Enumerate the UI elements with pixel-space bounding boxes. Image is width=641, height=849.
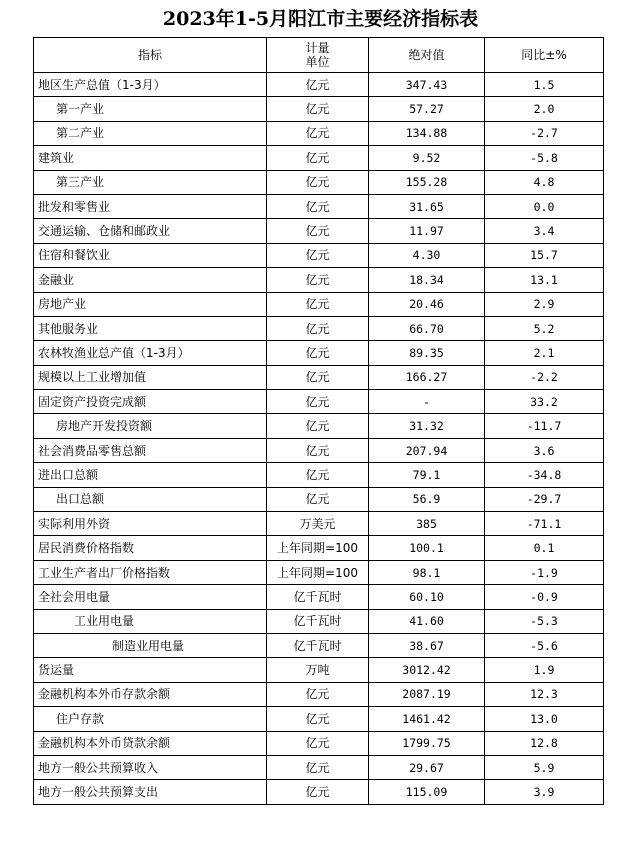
unit-cell: 亿元	[267, 463, 369, 487]
header-unit	[267, 38, 369, 73]
unit-cell: 万吨	[267, 658, 369, 682]
page-title: 2023年1-5月阳江市主要经济指标表	[162, 8, 479, 30]
indicator-name-cell: 货运量	[34, 658, 267, 682]
yoy-change-cell: 5.9	[485, 755, 604, 779]
unit-cell: 万美元	[267, 512, 369, 536]
yoy-change-cell: 1.5	[485, 73, 604, 97]
indicator-name-cell: 金融机构本外币贷款余额	[34, 731, 267, 755]
unit-cell: 亿元	[267, 414, 369, 438]
indicator-name-cell: 房地产业	[34, 292, 267, 316]
yoy-change-cell: -11.7	[485, 414, 604, 438]
unit-cell: 亿元	[267, 97, 369, 121]
unit-cell: 上年同期=100	[267, 560, 369, 584]
yoy-change-cell: -5.8	[485, 146, 604, 170]
indicator-name-cell: 出口总额	[34, 487, 267, 511]
table-row	[34, 316, 604, 340]
yoy-change-cell: -71.1	[485, 512, 604, 536]
absolute-value-cell: 134.88	[369, 121, 485, 145]
table-row	[34, 755, 604, 779]
yoy-change-cell: 12.8	[485, 731, 604, 755]
unit-cell: 亿元	[267, 219, 369, 243]
indicator-name-cell: 全社会用电量	[34, 585, 267, 609]
absolute-value-cell: 89.35	[369, 341, 485, 365]
indicator-name-cell: 第一产业	[34, 97, 267, 121]
table-row	[34, 438, 604, 462]
absolute-value-cell: 11.97	[369, 219, 485, 243]
yoy-change-cell: -0.9	[485, 585, 604, 609]
absolute-value-cell: 18.34	[369, 268, 485, 292]
table-row	[34, 682, 604, 706]
indicator-name-cell: 地方一般公共预算支出	[34, 780, 267, 804]
indicator-name-cell: 社会消费品零售总额	[34, 438, 267, 462]
absolute-value-cell: 3012.42	[369, 658, 485, 682]
absolute-value-cell: 20.46	[369, 292, 485, 316]
absolute-value-cell: 66.70	[369, 316, 485, 340]
indicator-name-cell: 建筑业	[34, 146, 267, 170]
absolute-value-cell: 4.30	[369, 243, 485, 267]
indicator-name-cell: 规模以上工业增加值	[34, 365, 267, 389]
yoy-change-cell: 2.0	[485, 97, 604, 121]
unit-cell: 亿千瓦时	[267, 633, 369, 657]
unit-cell: 亿元	[267, 341, 369, 365]
indicator-name-cell: 地区生产总值（1-3月）	[34, 73, 267, 97]
indicator-name-cell: 其他服务业	[34, 316, 267, 340]
indicator-name-cell: 进出口总额	[34, 463, 267, 487]
unit-cell: 亿元	[267, 731, 369, 755]
indicator-name-cell: 居民消费价格指数	[34, 536, 267, 560]
table-body	[34, 73, 604, 805]
unit-cell: 亿元	[267, 194, 369, 218]
yoy-change-cell: 1.9	[485, 658, 604, 682]
absolute-value-cell: 41.60	[369, 609, 485, 633]
table-row	[34, 414, 604, 438]
yoy-change-cell: 15.7	[485, 243, 604, 267]
yoy-change-cell: 13.1	[485, 268, 604, 292]
table-row	[34, 780, 604, 804]
table-row	[34, 536, 604, 560]
absolute-value-cell: 9.52	[369, 146, 485, 170]
yoy-change-cell: -5.6	[485, 633, 604, 657]
table-row	[34, 365, 604, 389]
absolute-value-cell: 56.9	[369, 487, 485, 511]
table-row	[34, 292, 604, 316]
unit-cell: 亿元	[267, 438, 369, 462]
table-header-row	[34, 38, 604, 73]
absolute-value-cell: 60.10	[369, 585, 485, 609]
indicator-name-cell: 房地产开发投资额	[34, 414, 267, 438]
yoy-change-cell: 33.2	[485, 390, 604, 414]
absolute-value-cell: 2087.19	[369, 682, 485, 706]
table-row	[34, 390, 604, 414]
unit-cell: 上年同期=100	[267, 536, 369, 560]
indicator-name-cell: 金融机构本外币存款余额	[34, 682, 267, 706]
yoy-change-cell: 3.9	[485, 780, 604, 804]
yoy-change-cell: 0.0	[485, 194, 604, 218]
yoy-change-cell: 12.3	[485, 682, 604, 706]
yoy-change-cell: 5.2	[485, 316, 604, 340]
unit-cell: 亿元	[267, 146, 369, 170]
absolute-value-cell: 38.67	[369, 633, 485, 657]
absolute-value-cell: 166.27	[369, 365, 485, 389]
indicator-name-cell: 交通运输、仓储和邮政业	[34, 219, 267, 243]
indicator-name-cell: 住宿和餐饮业	[34, 243, 267, 267]
yoy-change-cell: 3.4	[485, 219, 604, 243]
table-row	[34, 585, 604, 609]
unit-cell: 亿元	[267, 682, 369, 706]
table-row	[34, 219, 604, 243]
header-yoy: 同比±%	[485, 38, 604, 73]
absolute-value-cell: 115.09	[369, 780, 485, 804]
absolute-value-cell: 347.43	[369, 73, 485, 97]
yoy-change-cell: 4.8	[485, 170, 604, 194]
table-row	[34, 658, 604, 682]
indicator-name-cell: 固定资产投资完成额	[34, 390, 267, 414]
indicator-name-cell: 工业生产者出厂价格指数	[34, 560, 267, 584]
yoy-change-cell: 2.1	[485, 341, 604, 365]
unit-cell: 亿元	[267, 487, 369, 511]
indicator-name-cell: 住户存款	[34, 707, 267, 731]
table-row	[34, 146, 604, 170]
indicator-name-cell: 农林牧渔业总产值（1-3月）	[34, 341, 267, 365]
table-row	[34, 487, 604, 511]
indicator-name-cell: 制造业用电量	[34, 633, 267, 657]
table-row	[34, 170, 604, 194]
unit-cell: 亿千瓦时	[267, 609, 369, 633]
yoy-change-cell: -5.3	[485, 609, 604, 633]
unit-cell: 亿千瓦时	[267, 585, 369, 609]
unit-cell: 亿元	[267, 73, 369, 97]
absolute-value-cell: 79.1	[369, 463, 485, 487]
absolute-value-cell: 207.94	[369, 438, 485, 462]
absolute-value-cell: 1799.75	[369, 731, 485, 755]
indicator-name-cell: 金融业	[34, 268, 267, 292]
header-indicator: 指标	[34, 38, 267, 73]
unit-cell: 亿元	[267, 707, 369, 731]
absolute-value-cell: 100.1	[369, 536, 485, 560]
yoy-change-cell: -34.8	[485, 463, 604, 487]
yoy-change-cell: 2.9	[485, 292, 604, 316]
indicator-name-cell: 第三产业	[34, 170, 267, 194]
yoy-change-cell: 0.1	[485, 536, 604, 560]
yoy-change-cell: -1.9	[485, 560, 604, 584]
unit-cell: 亿元	[267, 755, 369, 779]
table-row	[34, 560, 604, 584]
table-row	[34, 463, 604, 487]
indicator-name-cell: 第二产业	[34, 121, 267, 145]
table-row	[34, 97, 604, 121]
unit-cell: 亿元	[267, 316, 369, 340]
yoy-change-cell: 13.0	[485, 707, 604, 731]
table-row	[34, 341, 604, 365]
indicator-name-cell: 实际利用外资	[34, 512, 267, 536]
absolute-value-cell: 31.32	[369, 414, 485, 438]
yoy-change-cell: 3.6	[485, 438, 604, 462]
indicator-name-cell: 工业用电量	[34, 609, 267, 633]
unit-cell: 亿元	[267, 121, 369, 145]
table-row	[34, 512, 604, 536]
unit-cell: 亿元	[267, 365, 369, 389]
unit-cell: 亿元	[267, 390, 369, 414]
header-unit-line1: 计量	[305, 41, 330, 55]
absolute-value-cell: 57.27	[369, 97, 485, 121]
table-row	[34, 633, 604, 657]
unit-cell: 亿元	[267, 780, 369, 804]
table-row	[34, 609, 604, 633]
unit-cell: 亿元	[267, 243, 369, 267]
unit-cell: 亿元	[267, 292, 369, 316]
absolute-value-cell: 1461.42	[369, 707, 485, 731]
absolute-value-cell: 31.65	[369, 194, 485, 218]
table-row	[34, 194, 604, 218]
absolute-value-cell: 98.1	[369, 560, 485, 584]
table-row	[34, 731, 604, 755]
indicator-name-cell: 批发和零售业	[34, 194, 267, 218]
yoy-change-cell: -2.2	[485, 365, 604, 389]
absolute-value-cell: -	[369, 390, 485, 414]
absolute-value-cell: 385	[369, 512, 485, 536]
indicator-name-cell: 地方一般公共预算收入	[34, 755, 267, 779]
table-row	[34, 707, 604, 731]
indicator-table	[33, 37, 604, 805]
absolute-value-cell: 29.67	[369, 755, 485, 779]
unit-cell: 亿元	[267, 268, 369, 292]
unit-cell: 亿元	[267, 170, 369, 194]
table-row	[34, 243, 604, 267]
yoy-change-cell: -29.7	[485, 487, 604, 511]
table-row	[34, 268, 604, 292]
table-row	[34, 73, 604, 97]
absolute-value-cell: 155.28	[369, 170, 485, 194]
header-unit-line2: 单位	[305, 55, 330, 69]
header-absolute-value: 绝对值	[369, 38, 485, 73]
table-row	[34, 121, 604, 145]
yoy-change-cell: -2.7	[485, 121, 604, 145]
